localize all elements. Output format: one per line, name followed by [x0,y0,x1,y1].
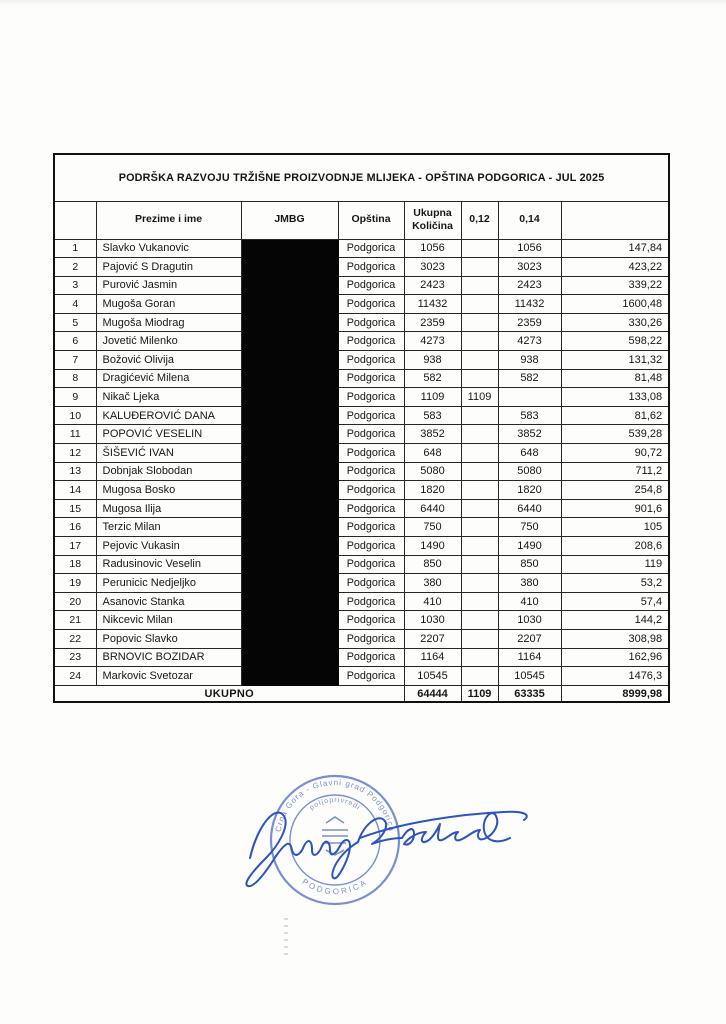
stamp-outer-text: Crna Gora - Glavni grad Podgorica [273,777,397,833]
col-header-amount [561,201,669,239]
total-quantity: 5080 [404,462,461,481]
table-row [54,629,669,648]
rate-012-quantity [461,295,498,314]
farmer-name: Pejovic Vukasin [96,537,241,556]
jmbg-redaction-box [241,537,338,556]
amount: 330,26 [561,313,669,332]
jmbg-redaction-box [241,648,338,667]
rate-014-quantity: 648 [498,444,561,463]
rate-012-quantity: 1109 [461,388,498,407]
total-kolicina: 64444 [404,685,461,702]
row-number: 12 [54,444,96,463]
total-quantity: 1056 [404,239,461,258]
amount: 144,2 [561,611,669,630]
total-quantity: 850 [404,555,461,574]
col-header-rate012: 0,12 [461,201,498,239]
municipality: Podgorica [338,555,404,574]
jmbg-redaction-box [241,444,338,463]
municipality: Podgorica [338,313,404,332]
total-quantity: 582 [404,369,461,388]
rate-012-quantity [461,406,498,425]
farmer-name: Nikač Ljeka [96,388,241,407]
rate-014-quantity: 750 [498,518,561,537]
scan-edge-shadow [0,0,726,6]
farmer-name: ŠIŠEVIĆ IVAN [96,444,241,463]
row-number: 9 [54,388,96,407]
municipality: Podgorica [338,648,404,667]
amount: 1476,3 [561,667,669,686]
farmer-name: KALUĐEROVIĆ DANA [96,406,241,425]
total-row [54,685,669,702]
jmbg-redaction-box [241,555,338,574]
jmbg-redaction-box [241,499,338,518]
amount: 90,72 [561,444,669,463]
total-quantity: 380 [404,574,461,593]
amount: 711,2 [561,462,669,481]
rate-014-quantity: 3023 [498,258,561,277]
table-row [54,518,669,537]
rate-012-quantity [461,332,498,351]
farmer-name: Pajović S Dragutin [96,258,241,277]
title-row [54,154,669,201]
rate-012-quantity [461,258,498,277]
table-row [54,295,669,314]
col-header-rate014: 0,14 [498,201,561,239]
rate-012-quantity [461,239,498,258]
rate-012-quantity [461,351,498,370]
rate-012-quantity [461,499,498,518]
farmer-name: Mugoša Goran [96,295,241,314]
table-row [54,611,669,630]
amount: 254,8 [561,481,669,500]
table-body [54,239,669,685]
col-header-rownum [54,201,96,239]
rate-014-quantity [498,388,561,407]
jmbg-redaction-box [241,592,338,611]
total-quantity: 1030 [404,611,461,630]
jmbg-redaction-box [241,481,338,500]
stamp-bottom-text: PODGORICA [300,876,370,897]
row-number: 17 [54,537,96,556]
rate-012-quantity [461,276,498,295]
signature-icon [232,777,542,890]
table-row [54,444,669,463]
rate-012-quantity [461,611,498,630]
row-number: 2 [54,258,96,277]
table-row [54,574,669,593]
row-number: 14 [54,481,96,500]
rate-014-quantity: 850 [498,555,561,574]
table-row [54,332,669,351]
milk-subsidy-table [53,153,670,703]
farmer-name: Perunicic Nedjeljko [96,574,241,593]
municipality: Podgorica [338,258,404,277]
farmer-name: Markovic Svetozar [96,667,241,686]
amount: 162,96 [561,648,669,667]
col-header-kolicina: Ukupna Količina [404,201,461,239]
table-row [54,313,669,332]
municipality: Podgorica [338,406,404,425]
municipality: Podgorica [338,499,404,518]
amount: 208,6 [561,537,669,556]
municipality: Podgorica [338,481,404,500]
scan-artifact [284,918,288,960]
jmbg-redaction-box [241,462,338,481]
rate-014-quantity: 5080 [498,462,561,481]
total-quantity: 6440 [404,499,461,518]
municipality: Podgorica [338,629,404,648]
table-row [54,351,669,370]
row-number: 23 [54,648,96,667]
amount: 57,4 [561,592,669,611]
amount: 1600,48 [561,295,669,314]
table-row [54,239,669,258]
rate-014-quantity: 410 [498,592,561,611]
row-number: 16 [54,518,96,537]
row-number: 6 [54,332,96,351]
municipality: Podgorica [338,351,404,370]
total-quantity: 1490 [404,537,461,556]
total-quantity: 3852 [404,425,461,444]
jmbg-redaction-box [241,574,338,593]
municipality: Podgorica [338,239,404,258]
table-row [54,258,669,277]
rate-014-quantity: 380 [498,574,561,593]
rate-012-quantity [461,555,498,574]
rate-014-quantity: 3852 [498,425,561,444]
total-amount: 8999,98 [561,685,669,702]
rate-012-quantity [461,574,498,593]
rate-014-quantity: 11432 [498,295,561,314]
farmer-name: Radusinovic Veselin [96,555,241,574]
row-number: 7 [54,351,96,370]
amount: 423,22 [561,258,669,277]
rate-012-quantity [461,518,498,537]
total-quantity: 10545 [404,667,461,686]
municipality: Podgorica [338,332,404,351]
farmer-name: Jovetić Milenko [96,332,241,351]
row-number: 1 [54,239,96,258]
total-quantity: 11432 [404,295,461,314]
total-quantity: 1109 [404,388,461,407]
jmbg-redaction-box [241,369,338,388]
total-quantity: 3023 [404,258,461,277]
row-number: 8 [54,369,96,388]
farmer-name: Terzic Milan [96,518,241,537]
jmbg-redaction-box [241,629,338,648]
rate-012-quantity [461,481,498,500]
rate-012-quantity [461,313,498,332]
table-row [54,425,669,444]
amount: 105 [561,518,669,537]
municipality: Podgorica [338,462,404,481]
jmbg-redaction-box [241,313,338,332]
total-quantity: 2423 [404,276,461,295]
total-rate014: 63335 [498,685,561,702]
rate-012-quantity [461,648,498,667]
municipality: Podgorica [338,537,404,556]
jmbg-redaction-box [241,258,338,277]
row-number: 15 [54,499,96,518]
table-row [54,499,669,518]
row-number: 21 [54,611,96,630]
table-row [54,592,669,611]
table-row [54,406,669,425]
rate-014-quantity: 1820 [498,481,561,500]
table-row [54,369,669,388]
total-quantity: 4273 [404,332,461,351]
row-number: 18 [54,555,96,574]
total-rate012: 1109 [461,685,498,702]
row-number: 4 [54,295,96,314]
rate-012-quantity [461,592,498,611]
municipality: Podgorica [338,369,404,388]
total-quantity: 410 [404,592,461,611]
amount: 133,08 [561,388,669,407]
farmer-name: Mugoša Miodrag [96,313,241,332]
amount: 81,62 [561,406,669,425]
jmbg-redaction-box [241,406,338,425]
amount: 81,48 [561,369,669,388]
row-number: 20 [54,592,96,611]
rate-014-quantity: 1030 [498,611,561,630]
table-row [54,276,669,295]
table-row [54,462,669,481]
farmer-name: Purović Jasmin [96,276,241,295]
col-header-opstina: Opština [338,201,404,239]
jmbg-redaction-box [241,351,338,370]
rate-014-quantity: 10545 [498,667,561,686]
jmbg-redaction-box [241,276,338,295]
document-title: PODRŠKA RAZVOJU TRŽIŠNE PROIZVODNJE MLIJEKA - OPŠTINA PODGORICA - JUL 2025 [54,154,669,201]
rate-014-quantity: 582 [498,369,561,388]
col-header-jmbg: JMBG [241,201,338,239]
jmbg-redaction-box [241,295,338,314]
stamp-inner-text: poljoprivredi [308,796,362,812]
municipality: Podgorica [338,388,404,407]
row-number: 19 [54,574,96,593]
rate-014-quantity: 4273 [498,332,561,351]
header-row [54,201,669,239]
handwritten-signature [232,777,542,890]
farmer-name: Mugosa Bosko [96,481,241,500]
farmer-name: Asanovic Stanka [96,592,241,611]
jmbg-redaction-box [241,388,338,407]
amount: 339,22 [561,276,669,295]
amount: 308,98 [561,629,669,648]
table-row [54,481,669,500]
municipality: Podgorica [338,574,404,593]
total-label: UKUPNO [54,685,404,702]
municipality: Podgorica [338,444,404,463]
rate-012-quantity [461,629,498,648]
total-quantity: 938 [404,351,461,370]
jmbg-redaction-box [241,332,338,351]
rate-014-quantity: 938 [498,351,561,370]
rate-014-quantity: 2423 [498,276,561,295]
rate-014-quantity: 1490 [498,537,561,556]
amount: 131,32 [561,351,669,370]
farmer-name: Božović Olivija [96,351,241,370]
rate-012-quantity [461,462,498,481]
farmer-name: Mugosa Ilija [96,499,241,518]
rate-012-quantity [461,537,498,556]
total-quantity: 750 [404,518,461,537]
rate-014-quantity: 1056 [498,239,561,258]
jmbg-redaction-box [241,518,338,537]
total-quantity: 2207 [404,629,461,648]
col-header-name: Prezime i ime [96,201,241,239]
rate-012-quantity [461,425,498,444]
municipality: Podgorica [338,425,404,444]
farmer-name: Slavko Vukanovic [96,239,241,258]
amount: 901,6 [561,499,669,518]
row-number: 11 [54,425,96,444]
table-row [54,555,669,574]
municipality: Podgorica [338,276,404,295]
farmer-name: POPOVIĆ VESELIN [96,425,241,444]
municipality: Podgorica [338,592,404,611]
table-row [54,667,669,686]
jmbg-redaction-box [241,425,338,444]
table-row [54,537,669,556]
row-number: 13 [54,462,96,481]
rate-012-quantity [461,667,498,686]
table-row [54,388,669,407]
amount: 539,28 [561,425,669,444]
farmer-name: Popovic Slavko [96,629,241,648]
total-quantity: 1820 [404,481,461,500]
rate-014-quantity: 2207 [498,629,561,648]
amount: 119 [561,555,669,574]
rate-014-quantity: 1164 [498,648,561,667]
total-quantity: 1164 [404,648,461,667]
table-row [54,648,669,667]
municipality: Podgorica [338,518,404,537]
amount: 53,2 [561,574,669,593]
rate-014-quantity: 2359 [498,313,561,332]
farmer-name: Dragićević Milena [96,369,241,388]
farmer-name: Dobnjak Slobodan [96,462,241,481]
amount: 598,22 [561,332,669,351]
jmbg-redaction-box [241,611,338,630]
row-number: 10 [54,406,96,425]
municipality: Podgorica [338,611,404,630]
farmer-name: BRNOVIC BOZIDAR [96,648,241,667]
municipality: Podgorica [338,295,404,314]
row-number: 22 [54,629,96,648]
jmbg-redaction-box [241,667,338,686]
total-quantity: 583 [404,406,461,425]
row-number: 5 [54,313,96,332]
total-quantity: 648 [404,444,461,463]
row-number: 24 [54,667,96,686]
amount: 147,84 [561,239,669,258]
rate-014-quantity: 6440 [498,499,561,518]
row-number: 3 [54,276,96,295]
rate-012-quantity [461,444,498,463]
municipality: Podgorica [338,667,404,686]
rate-014-quantity: 583 [498,406,561,425]
total-quantity: 2359 [404,313,461,332]
farmer-name: Nikcevic Milan [96,611,241,630]
rate-012-quantity [461,369,498,388]
jmbg-redaction-box [241,239,338,258]
